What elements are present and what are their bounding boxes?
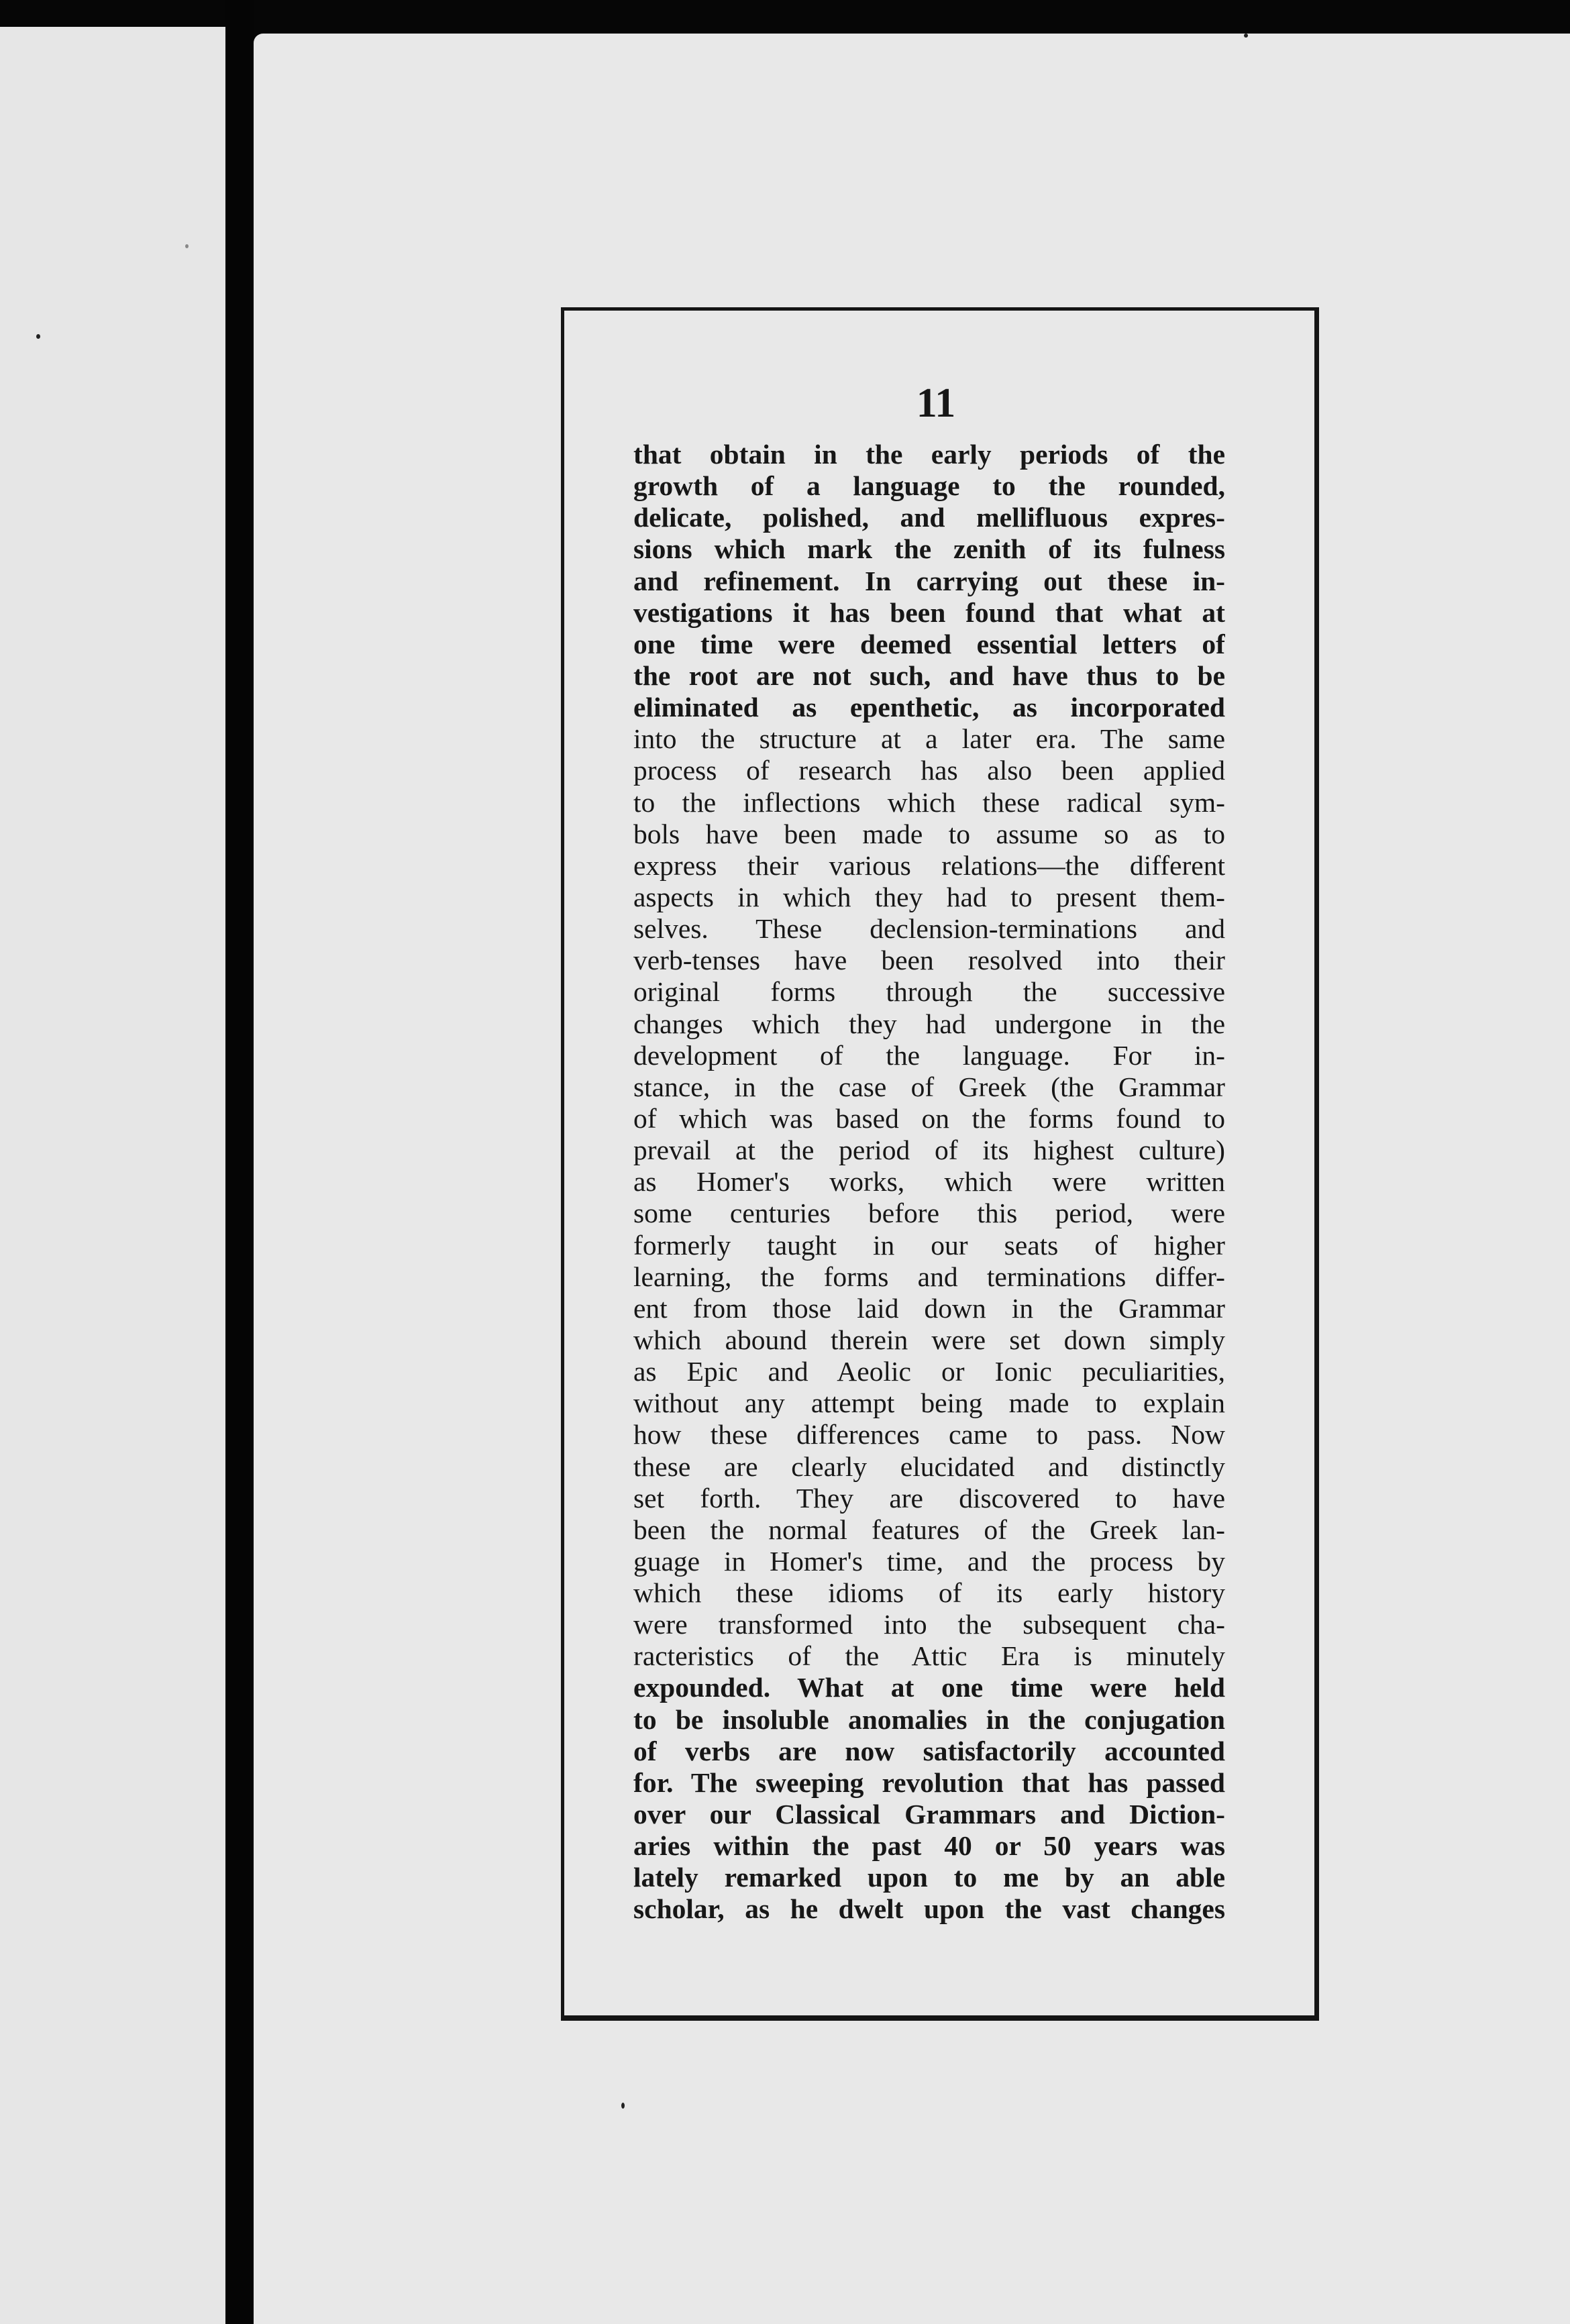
text-line: that obtain in the early periods of the [633,439,1225,470]
text-line: changes which they had undergone in the [633,1008,1225,1039]
page-number: 11 [916,380,956,426]
text-line: expounded. What at one time were held [633,1672,1225,1703]
text-line: into the structure at a later era. The same [633,723,1225,755]
text-line: sions which mark the zenith of its fulness [633,533,1225,565]
text-line: and refinement. In carrying out these in- [633,565,1225,596]
text-line: some centuries before this period, were [633,1198,1225,1229]
text-lines [633,439,1225,1925]
text-line: ent from those laid down in the Grammar [633,1292,1225,1324]
text-line: the root are not such, and have thus to be [633,659,1225,691]
text-line: stance, in the case of Greek (the Grammar [633,1071,1225,1102]
text-line: formerly taught in our seats of higher [633,1229,1225,1261]
text-line: bols have been made to assume so as to [633,818,1225,849]
text-line: delicate, polished, and mellifluous expres- [633,502,1225,533]
text-line: of verbs are now satisfactorily accounted [633,1735,1225,1766]
text-line: growth of a language to the rounded, [633,470,1225,502]
text-line: of which was based on the forms found to [633,1102,1225,1134]
text-line: these are clearly elucidated and distinctly [633,1450,1225,1482]
text-line: original forms through the successive [633,976,1225,1008]
text-line: process of research has also been applied [633,755,1225,786]
text-line: set forth. They are discovered to have [633,1482,1225,1514]
page-text [633,380,1225,1925]
text-line: vestigations it has been found that what at [633,596,1225,628]
text-line: for. The sweeping revolution that has passed [633,1766,1225,1798]
paper-speck [1244,34,1248,38]
text-line: been the normal features of the Greek lan- [633,1514,1225,1545]
text-line: eliminated as epenthetic, as incorporated [633,692,1225,723]
text-line: to be insoluble anomalies in the conjugation [633,1703,1225,1735]
text-line: as Homer's works, which were written [633,1166,1225,1198]
text-line: scholar, as he dwelt upon the vast changes [633,1893,1225,1925]
left-page [0,27,225,2324]
text-line: prevail at the period of its highest culture) [633,1134,1225,1166]
text-line: express their various relations—the different [633,849,1225,881]
text-line: which these idioms of its early history [633,1577,1225,1609]
text-line: without any attempt being made to explain [633,1387,1225,1419]
text-line: verb-tenses have been resolved into their [633,945,1225,976]
text-line: as Epic and Aeolic or Ionic peculiarities, [633,1356,1225,1387]
text-line: selves. These declension-terminations and [633,913,1225,945]
text-line: racteristics of the Attic Era is minutely [633,1640,1225,1672]
text-line: were transformed into the subsequent cha- [633,1609,1225,1640]
text-line: lately remarked upon to me by an able [633,1862,1225,1893]
paper-speck [185,244,189,248]
text-line: over our Classical Grammars and Diction- [633,1799,1225,1830]
text-line: how these differences came to pass. Now [633,1419,1225,1450]
text-line: learning, the forms and terminations differ- [633,1261,1225,1292]
book-gutter [225,0,254,2324]
text-line: one time were deemed essential letters of [633,628,1225,659]
paper-speck [36,334,40,339]
text-line: which abound therein were set down simply [633,1324,1225,1355]
text-line: to the inflections which these radical sym- [633,786,1225,818]
text-line: development of the language. For in- [633,1039,1225,1071]
paper-speck [621,2103,625,2109]
text-line: guage in Homer's time, and the process by [633,1545,1225,1577]
text-line: aspects in which they had to present them- [633,881,1225,912]
text-line: aries within the past 40 or 50 years was [633,1830,1225,1862]
